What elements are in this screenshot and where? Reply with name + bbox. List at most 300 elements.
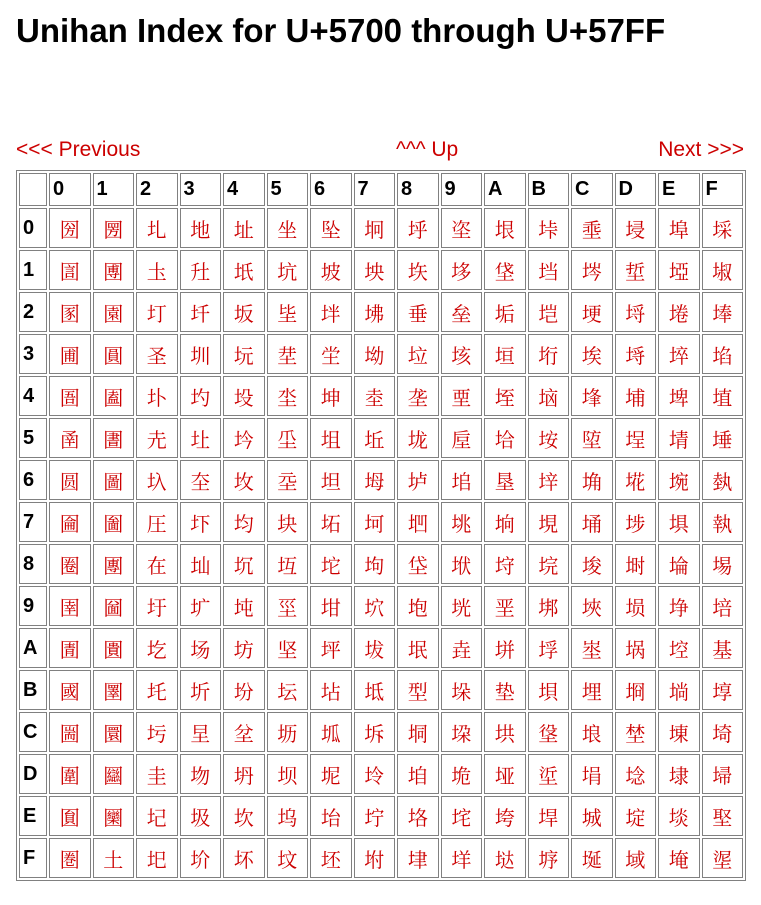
character-cell[interactable] [267, 754, 309, 794]
character-cell[interactable] [528, 712, 570, 752]
character-cell[interactable] [136, 796, 178, 836]
character-link[interactable]: 圚 [103, 637, 124, 662]
character-link[interactable]: 垽 [538, 763, 559, 788]
character-link[interactable]: 圥 [146, 427, 167, 452]
character-link[interactable]: 坅 [233, 427, 254, 452]
character-cell[interactable] [93, 754, 135, 794]
character-cell[interactable] [615, 250, 657, 290]
character-cell[interactable] [180, 292, 222, 332]
character-cell[interactable] [310, 502, 352, 542]
character-link[interactable]: 圩 [146, 595, 167, 620]
character-cell[interactable] [223, 796, 265, 836]
character-link[interactable]: 埂 [581, 301, 602, 326]
character-link[interactable]: 圼 [190, 721, 211, 746]
character-cell[interactable] [180, 376, 222, 416]
character-link[interactable]: 圂 [59, 301, 80, 326]
character-link[interactable]: 垡 [494, 259, 515, 284]
character-link[interactable]: 城 [581, 805, 602, 830]
character-link[interactable]: 垖 [451, 469, 472, 494]
character-cell[interactable] [441, 250, 483, 290]
character-cell[interactable] [267, 292, 309, 332]
character-link[interactable]: 坔 [277, 385, 298, 410]
character-cell[interactable] [180, 460, 222, 500]
character-link[interactable]: 埴 [712, 385, 733, 410]
character-link[interactable]: 垸 [538, 553, 559, 578]
character-link[interactable]: 圿 [190, 847, 211, 872]
character-cell[interactable] [571, 334, 613, 374]
character-link[interactable]: 坥 [320, 427, 341, 452]
character-link[interactable]: 圖 [103, 469, 124, 494]
character-link[interactable]: 埚 [625, 637, 646, 662]
character-link[interactable]: 坺 [364, 637, 385, 662]
character-link[interactable]: 埲 [712, 301, 733, 326]
character-link[interactable]: 坍 [233, 763, 254, 788]
character-link[interactable]: 埙 [625, 595, 646, 620]
character-cell[interactable] [441, 628, 483, 668]
character-cell[interactable] [571, 502, 613, 542]
character-link[interactable]: 圬 [146, 721, 167, 746]
character-link[interactable]: 垀 [407, 217, 428, 242]
character-cell[interactable] [267, 712, 309, 752]
character-cell[interactable] [310, 460, 352, 500]
character-link[interactable]: 土 [103, 847, 124, 872]
character-cell[interactable] [310, 250, 352, 290]
character-cell[interactable] [223, 208, 265, 248]
character-cell[interactable] [528, 418, 570, 458]
character-cell[interactable] [702, 376, 744, 416]
character-link[interactable]: 圦 [146, 469, 167, 494]
character-link[interactable]: 坝 [277, 763, 298, 788]
character-link[interactable]: 坿 [364, 847, 385, 872]
character-link[interactable]: 坜 [277, 721, 298, 746]
character-cell[interactable] [223, 628, 265, 668]
character-cell[interactable] [658, 712, 700, 752]
character-cell[interactable] [223, 460, 265, 500]
character-link[interactable]: 圤 [146, 385, 167, 410]
character-cell[interactable] [484, 250, 526, 290]
character-link[interactable]: 埾 [712, 805, 733, 830]
character-link[interactable]: 坵 [364, 427, 385, 452]
character-cell[interactable] [180, 250, 222, 290]
character-link[interactable]: 圑 [103, 259, 124, 284]
character-cell[interactable] [571, 796, 613, 836]
character-cell[interactable] [180, 712, 222, 752]
character-link[interactable]: 坩 [320, 595, 341, 620]
character-cell[interactable] [484, 292, 526, 332]
character-link[interactable]: 垌 [407, 721, 428, 746]
character-cell[interactable] [93, 838, 135, 878]
character-link[interactable]: 垒 [451, 301, 472, 326]
character-cell[interactable] [571, 376, 613, 416]
character-link[interactable]: 埗 [625, 511, 646, 536]
character-cell[interactable] [702, 460, 744, 500]
character-link[interactable]: 國 [59, 679, 80, 704]
character-link[interactable]: 圣 [146, 343, 167, 368]
character-cell[interactable] [397, 292, 439, 332]
character-link[interactable]: 垄 [407, 385, 428, 410]
character-link[interactable]: 垃 [407, 343, 428, 368]
character-link[interactable]: 垷 [538, 511, 559, 536]
character-cell[interactable] [354, 208, 396, 248]
character-cell[interactable] [310, 418, 352, 458]
character-cell[interactable] [615, 544, 657, 584]
character-link[interactable]: 垁 [407, 259, 428, 284]
character-cell[interactable] [441, 502, 483, 542]
character-link[interactable]: 垠 [494, 217, 515, 242]
character-cell[interactable] [658, 628, 700, 668]
character-cell[interactable] [310, 796, 352, 836]
character-cell[interactable] [702, 334, 744, 374]
character-link[interactable]: 圷 [190, 511, 211, 536]
character-link[interactable]: 坊 [233, 637, 254, 662]
character-link[interactable]: 垊 [407, 637, 428, 662]
character-link[interactable]: 垣 [494, 343, 515, 368]
character-cell[interactable] [136, 208, 178, 248]
character-cell[interactable] [223, 838, 265, 878]
character-cell[interactable] [267, 334, 309, 374]
character-cell[interactable] [484, 796, 526, 836]
character-link[interactable]: 圗 [103, 511, 124, 536]
character-link[interactable]: 垞 [451, 805, 472, 830]
character-link[interactable]: 圯 [146, 847, 167, 872]
character-link[interactable]: 埳 [712, 343, 733, 368]
character-cell[interactable] [93, 334, 135, 374]
character-link[interactable]: 垢 [494, 301, 515, 326]
character-link[interactable]: 垙 [451, 595, 472, 620]
character-link[interactable]: 坕 [277, 427, 298, 452]
character-link[interactable]: 垨 [494, 553, 515, 578]
character-cell[interactable] [267, 376, 309, 416]
character-link[interactable]: 埥 [668, 427, 689, 452]
character-cell[interactable] [136, 418, 178, 458]
character-link[interactable]: 垶 [538, 469, 559, 494]
character-cell[interactable] [180, 334, 222, 374]
character-cell[interactable] [354, 460, 396, 500]
character-cell[interactable] [397, 838, 439, 878]
character-cell[interactable] [49, 292, 91, 332]
character-link[interactable]: 坠 [320, 217, 341, 242]
character-link[interactable]: 坆 [233, 469, 254, 494]
character-cell[interactable] [310, 838, 352, 878]
character-link[interactable]: 坂 [233, 301, 254, 326]
character-link[interactable]: 坉 [233, 595, 254, 620]
character-cell[interactable] [180, 418, 222, 458]
character-link[interactable]: 圎 [59, 805, 80, 830]
character-link[interactable]: 垂 [407, 301, 428, 326]
character-cell[interactable] [93, 250, 135, 290]
character-cell[interactable] [528, 838, 570, 878]
character-link[interactable]: 埊 [581, 637, 602, 662]
character-cell[interactable] [571, 670, 613, 710]
character-cell[interactable] [615, 292, 657, 332]
character-link[interactable]: 埈 [581, 553, 602, 578]
character-cell[interactable] [615, 460, 657, 500]
character-link[interactable]: 埵 [712, 427, 733, 452]
character-cell[interactable] [354, 544, 396, 584]
character-link[interactable]: 垱 [538, 259, 559, 284]
character-link[interactable]: 圄 [59, 385, 80, 410]
character-link[interactable]: 圆 [59, 469, 80, 494]
character-link[interactable]: 坐 [277, 217, 298, 242]
character-cell[interactable] [49, 418, 91, 458]
character-cell[interactable] [658, 544, 700, 584]
character-cell[interactable] [93, 796, 135, 836]
character-cell[interactable] [136, 502, 178, 542]
character-cell[interactable] [180, 838, 222, 878]
character-cell[interactable] [49, 796, 91, 836]
character-link[interactable]: 坃 [233, 343, 254, 368]
character-link[interactable]: 坪 [320, 637, 341, 662]
character-link[interactable]: 垩 [494, 595, 515, 620]
character-link[interactable]: 坎 [233, 805, 254, 830]
character-cell[interactable] [528, 292, 570, 332]
character-link[interactable]: 埇 [581, 511, 602, 536]
character-link[interactable]: 埮 [668, 805, 689, 830]
character-cell[interactable] [49, 586, 91, 626]
character-link[interactable]: 埤 [668, 385, 689, 410]
character-link[interactable]: 埫 [668, 679, 689, 704]
character-link[interactable]: 坴 [364, 385, 385, 410]
character-link[interactable]: 坋 [233, 679, 254, 704]
character-link[interactable]: 垏 [407, 847, 428, 872]
character-cell[interactable] [528, 334, 570, 374]
character-cell[interactable] [49, 460, 91, 500]
character-cell[interactable] [441, 712, 483, 752]
character-link[interactable]: 坓 [277, 343, 298, 368]
character-cell[interactable] [528, 460, 570, 500]
character-cell[interactable] [49, 334, 91, 374]
character-link[interactable]: 坱 [364, 259, 385, 284]
character-cell[interactable] [571, 754, 613, 794]
character-cell[interactable] [397, 670, 439, 710]
character-cell[interactable] [49, 502, 91, 542]
character-link[interactable]: 坭 [320, 763, 341, 788]
character-link[interactable]: 埋 [581, 679, 602, 704]
character-link[interactable]: 块 [277, 511, 298, 536]
character-cell[interactable] [354, 376, 396, 416]
character-cell[interactable] [267, 796, 309, 836]
character-link[interactable]: 埄 [581, 385, 602, 410]
character-link[interactable]: 圛 [103, 679, 124, 704]
character-cell[interactable] [397, 712, 439, 752]
character-link[interactable]: 埅 [581, 427, 602, 452]
character-cell[interactable] [484, 334, 526, 374]
character-cell[interactable] [397, 502, 439, 542]
next-link[interactable]: Next >>> [658, 138, 744, 161]
character-cell[interactable] [528, 250, 570, 290]
character-link[interactable]: 垐 [451, 217, 472, 242]
character-cell[interactable] [180, 208, 222, 248]
character-cell[interactable] [93, 502, 135, 542]
character-cell[interactable] [441, 586, 483, 626]
character-link[interactable]: 坈 [233, 553, 254, 578]
character-link[interactable]: 埀 [581, 217, 602, 242]
character-link[interactable]: 垑 [451, 259, 472, 284]
character-cell[interactable] [615, 670, 657, 710]
character-cell[interactable] [223, 754, 265, 794]
character-cell[interactable] [223, 250, 265, 290]
previous-link[interactable]: <<< Previous [16, 138, 141, 161]
character-link[interactable]: 圇 [59, 511, 80, 536]
character-cell[interactable] [49, 670, 91, 710]
character-cell[interactable] [310, 670, 352, 710]
character-cell[interactable] [441, 544, 483, 584]
character-link[interactable]: 埧 [668, 511, 689, 536]
character-cell[interactable] [180, 796, 222, 836]
character-link[interactable]: 型 [407, 679, 428, 704]
character-cell[interactable] [658, 796, 700, 836]
character-link[interactable]: 垯 [494, 847, 515, 872]
character-cell[interactable] [702, 502, 744, 542]
character-cell[interactable] [267, 670, 309, 710]
character-cell[interactable] [180, 670, 222, 710]
character-link[interactable]: 圁 [59, 259, 80, 284]
character-link[interactable]: 埜 [625, 721, 646, 746]
character-link[interactable]: 垫 [494, 679, 515, 704]
character-cell[interactable] [702, 670, 744, 710]
character-cell[interactable] [310, 754, 352, 794]
character-link[interactable]: 埏 [581, 847, 602, 872]
character-cell[interactable] [615, 208, 657, 248]
character-link[interactable]: 垳 [538, 343, 559, 368]
character-link[interactable]: 圽 [190, 763, 211, 788]
character-cell[interactable] [354, 250, 396, 290]
character-cell[interactable] [180, 586, 222, 626]
character-cell[interactable] [136, 586, 178, 626]
character-link[interactable]: 垍 [407, 763, 428, 788]
character-link[interactable]: 场 [190, 637, 211, 662]
character-cell[interactable] [136, 292, 178, 332]
character-cell[interactable] [571, 208, 613, 248]
character-link[interactable]: 埶 [712, 469, 733, 494]
character-link[interactable]: 垗 [451, 511, 472, 536]
character-cell[interactable] [658, 376, 700, 416]
character-cell[interactable] [571, 460, 613, 500]
character-link[interactable]: 垓 [451, 343, 472, 368]
character-cell[interactable] [528, 502, 570, 542]
character-cell[interactable] [484, 376, 526, 416]
character-cell[interactable] [354, 838, 396, 878]
character-link[interactable]: 埓 [625, 343, 646, 368]
character-link[interactable]: 埠 [668, 217, 689, 242]
character-cell[interactable] [93, 292, 135, 332]
character-link[interactable]: 坾 [364, 805, 385, 830]
character-link[interactable]: 圉 [59, 595, 80, 620]
character-link[interactable]: 圴 [190, 385, 211, 410]
character-cell[interactable] [528, 376, 570, 416]
character-link[interactable]: 垎 [407, 805, 428, 830]
character-cell[interactable] [441, 838, 483, 878]
character-link[interactable]: 埕 [625, 427, 646, 452]
character-cell[interactable] [49, 376, 91, 416]
character-link[interactable]: 圍 [59, 763, 80, 788]
character-cell[interactable] [441, 460, 483, 500]
character-cell[interactable] [49, 712, 91, 752]
character-link[interactable]: 圪 [146, 637, 167, 662]
character-link[interactable]: 址 [233, 217, 254, 242]
character-cell[interactable] [136, 628, 178, 668]
character-cell[interactable] [441, 754, 483, 794]
character-link[interactable]: 垘 [451, 553, 472, 578]
character-cell[interactable] [397, 586, 439, 626]
character-cell[interactable] [528, 796, 570, 836]
character-cell[interactable] [658, 460, 700, 500]
character-cell[interactable] [571, 712, 613, 752]
character-link[interactable]: 培 [712, 595, 733, 620]
character-cell[interactable] [223, 586, 265, 626]
character-link[interactable]: 圌 [59, 721, 80, 746]
character-cell[interactable] [441, 292, 483, 332]
character-cell[interactable] [223, 418, 265, 458]
character-link[interactable]: 坤 [320, 385, 341, 410]
character-link[interactable]: 坏 [233, 847, 254, 872]
character-cell[interactable] [571, 586, 613, 626]
character-cell[interactable] [267, 586, 309, 626]
character-link[interactable]: 垆 [407, 469, 428, 494]
character-cell[interactable] [180, 502, 222, 542]
character-link[interactable]: 坹 [364, 595, 385, 620]
character-link[interactable]: 圮 [146, 805, 167, 830]
character-cell[interactable] [571, 418, 613, 458]
character-cell[interactable] [180, 544, 222, 584]
character-cell[interactable] [658, 586, 700, 626]
character-cell[interactable] [310, 628, 352, 668]
character-link[interactable]: 圹 [190, 595, 211, 620]
character-cell[interactable] [397, 544, 439, 584]
character-cell[interactable] [571, 250, 613, 290]
character-cell[interactable] [441, 208, 483, 248]
character-cell[interactable] [658, 670, 700, 710]
character-link[interactable]: 坚 [277, 637, 298, 662]
character-link[interactable]: 坑 [277, 259, 298, 284]
character-cell[interactable] [310, 292, 352, 332]
character-cell[interactable] [49, 208, 91, 248]
character-link[interactable]: 圻 [190, 679, 211, 704]
character-link[interactable]: 垈 [407, 553, 428, 578]
character-cell[interactable] [49, 628, 91, 668]
character-cell[interactable] [93, 208, 135, 248]
character-link[interactable]: 垮 [494, 805, 515, 830]
character-link[interactable]: 垻 [538, 679, 559, 704]
character-link[interactable]: 坖 [277, 469, 298, 494]
character-cell[interactable] [49, 250, 91, 290]
character-cell[interactable] [615, 586, 657, 626]
character-link[interactable]: 坦 [320, 469, 341, 494]
character-link[interactable]: 垵 [538, 427, 559, 452]
character-cell[interactable] [615, 754, 657, 794]
character-link[interactable]: 埨 [668, 553, 689, 578]
character-cell[interactable] [702, 250, 744, 290]
character-cell[interactable] [136, 754, 178, 794]
character-cell[interactable] [223, 292, 265, 332]
character-cell[interactable] [702, 796, 744, 836]
character-link[interactable]: 埦 [668, 469, 689, 494]
character-cell[interactable] [136, 460, 178, 500]
character-cell[interactable] [93, 628, 135, 668]
character-cell[interactable] [484, 628, 526, 668]
character-link[interactable]: 埆 [581, 469, 602, 494]
character-cell[interactable] [354, 712, 396, 752]
character-cell[interactable] [397, 334, 439, 374]
character-cell[interactable] [223, 334, 265, 374]
character-link[interactable]: 埡 [668, 259, 689, 284]
character-cell[interactable] [397, 460, 439, 500]
character-link[interactable]: 垥 [494, 427, 515, 452]
character-cell[interactable] [528, 628, 570, 668]
character-cell[interactable] [484, 754, 526, 794]
character-link[interactable]: 垔 [451, 385, 472, 410]
character-link[interactable]: 埑 [625, 259, 646, 284]
